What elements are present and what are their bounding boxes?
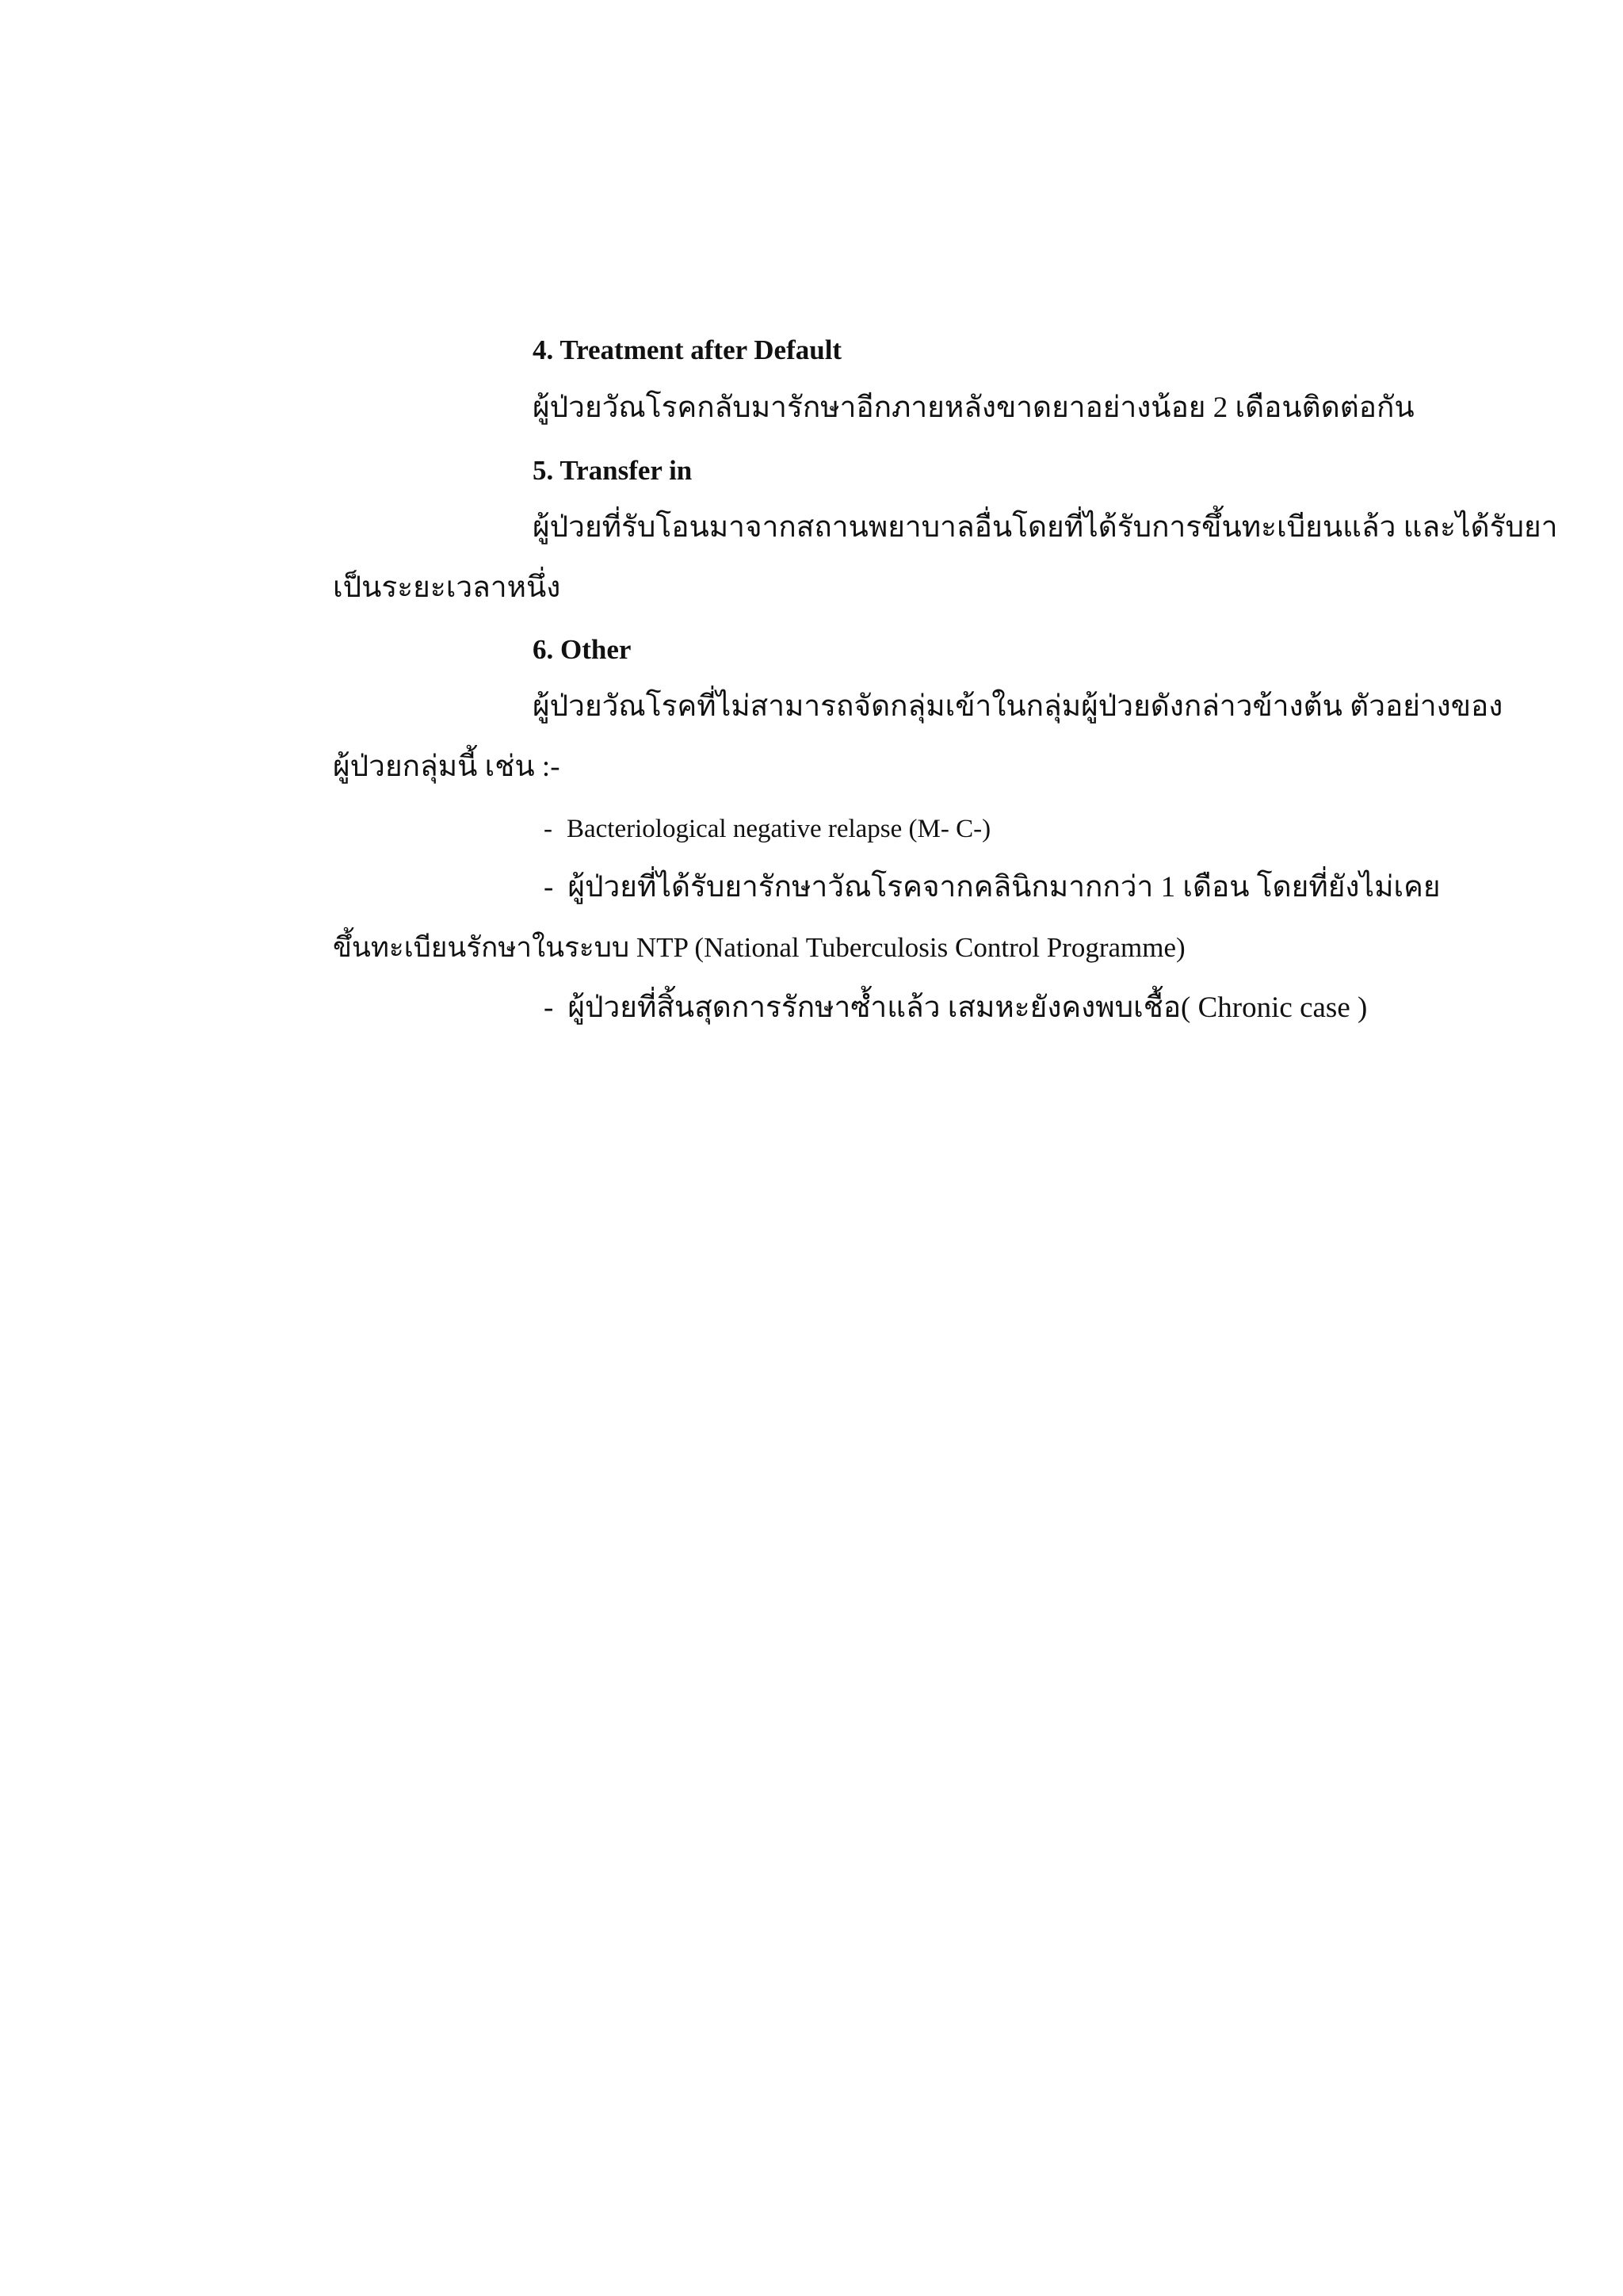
section-4-heading: 4. Treatment after Default	[533, 334, 842, 365]
bullet-text: Bacteriological negative relapse (M- C-)	[567, 815, 991, 843]
bullet-text: ผู้ป่วยที่สิ้นสุดการรักษาซ้ำแล้ว เสมหะยังคงพบเชื้อ( Chronic case )	[567, 991, 1368, 1024]
bullet-dash: -	[544, 871, 554, 904]
section-6-body-continuation: ผู้ป่วยกลุ่มนี้ เช่น :-	[333, 751, 560, 783]
section-5-heading: 5. Transfer in	[533, 455, 693, 486]
section-6-heading: 6. Other	[533, 634, 632, 665]
bullet-item-2-continuation: ขึ้นทะเบียนรักษาในระบบ NTP (National Tuberculosis Control Programme)	[333, 932, 1186, 963]
section-5-body-first-line: ผู้ป่วยที่รับโอนมาจากสถานพยาบาลอื่นโดยที่ได้รับการขึ้นทะเบียนแล้ว และได้รับยา	[533, 511, 1558, 544]
bullet-dash: -	[544, 815, 552, 843]
section-4-body: ผู้ป่วยวัณโรคกลับมารักษาอีกภายหลังขาดยาอย่างน้อย 2 เดือนติดต่อกัน	[533, 392, 1415, 424]
section-5-body-continuation: เป็นระยะเวลาหนึ่ง	[333, 571, 561, 604]
section-6-body-first-line: ผู้ป่วยวัณโรคที่ไม่สามารถจัดกลุ่มเข้าในกลุ่มผู้ป่วยดังกล่าวข้างต้น ตัวอย่างของ	[533, 690, 1503, 723]
bullet-text: ผู้ป่วยที่ได้รับยารักษาวัณโรคจากคลินิกมากกว่า 1 เดือน โดยที่ยังไม่เคย	[567, 871, 1441, 904]
bullet-dash: -	[544, 991, 554, 1024]
bullet-item-1	[544, 810, 991, 848]
bullet-item-3	[544, 989, 1367, 1027]
bullet-item-2	[544, 869, 1441, 907]
